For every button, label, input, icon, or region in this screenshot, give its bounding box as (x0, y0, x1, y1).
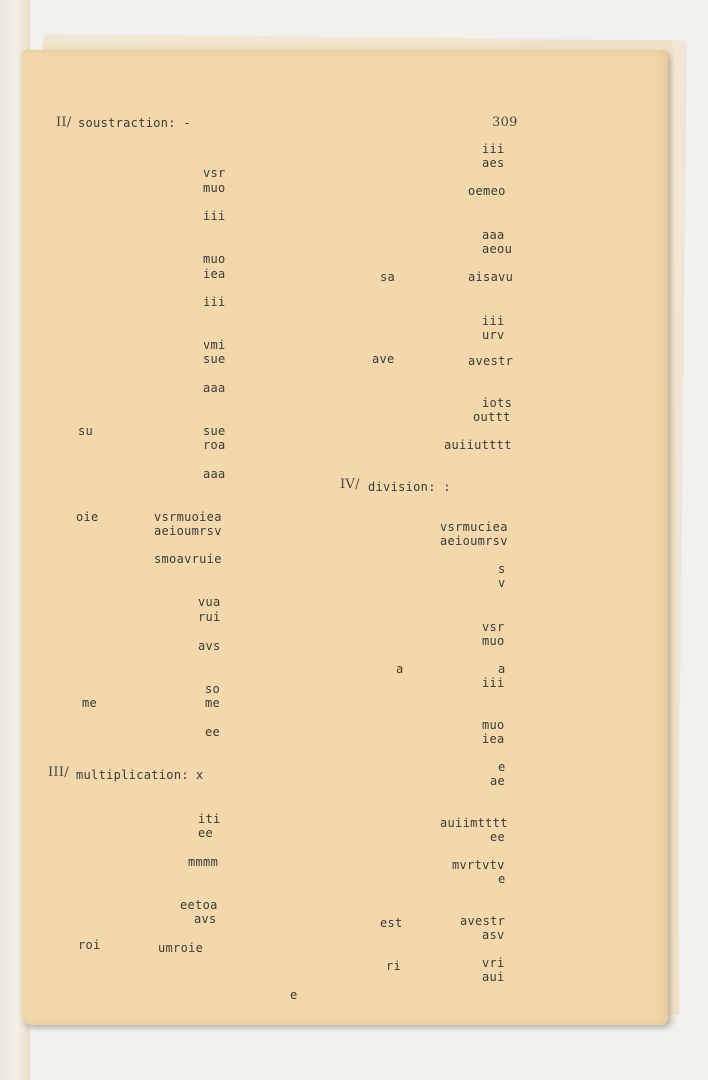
operation-margin-label: me (82, 696, 98, 710)
operation-line: auiiutttt (444, 438, 512, 452)
operation-line: ee (490, 830, 506, 844)
operation-line: me (205, 696, 221, 710)
operation-line: umroie (158, 941, 204, 955)
operation-line: iii (203, 295, 226, 309)
operation-line: ee (198, 826, 214, 840)
operation-line: eetoa (180, 898, 218, 912)
operation-line: iti (198, 812, 221, 826)
operation-line: iea (203, 267, 226, 281)
operation-line: sue (203, 352, 226, 366)
operation-line: s (498, 562, 506, 576)
section-heading: division: : (368, 480, 451, 494)
operation-line: iii (482, 676, 505, 690)
section-number: III/ (48, 765, 69, 780)
operation-line: avs (198, 639, 221, 653)
operation-line: aeou (482, 242, 513, 256)
operation-line: mmmm (188, 855, 219, 869)
operation-margin-label: sa (380, 270, 396, 284)
operation-line: urv (482, 328, 505, 342)
operation-line: muo (482, 718, 505, 732)
operation-line: muo (482, 634, 505, 648)
operation-line: aisavu (468, 270, 514, 284)
operation-line: muo (203, 252, 226, 266)
operation-line: vsrmuoiea (154, 510, 222, 524)
operation-line: avestr (468, 354, 514, 368)
operation-line: roa (203, 438, 226, 452)
operation-line: iots (482, 396, 513, 410)
operation-line: vsr (482, 620, 505, 634)
operation-margin-label: ave (372, 352, 395, 366)
operation-line: iea (482, 732, 505, 746)
operation-line: vua (198, 595, 221, 609)
operation-line: asv (482, 928, 505, 942)
operation-margin-label: est (380, 916, 403, 930)
operation-line: aaa (203, 467, 226, 481)
section-heading: multiplication: (76, 768, 189, 782)
operation-line: aui (482, 970, 505, 984)
operation-line: iii (203, 209, 226, 223)
footer-letter: e (290, 988, 298, 1002)
operation-line: so (205, 682, 221, 696)
section-number: II/ (56, 115, 72, 130)
operation-line: aeioumrsv (154, 524, 222, 538)
section-number: IV/ (340, 477, 360, 492)
operation-line: oemeo (468, 184, 506, 198)
operation-line: aes (482, 156, 505, 170)
section-heading: soustraction: - (78, 116, 191, 130)
operation-margin-label: roi (78, 938, 101, 952)
operation-line: e (498, 872, 506, 886)
operation-margin-label: a (396, 662, 404, 676)
operation-line: vri (482, 956, 505, 970)
operation-line: iii (482, 142, 505, 156)
typed-page (22, 50, 668, 1025)
operation-line: sue (203, 424, 226, 438)
operation-line: rui (198, 610, 221, 624)
operation-margin-label: oie (76, 510, 99, 524)
multiplication-sign: x (196, 768, 204, 782)
operation-line: avestr (460, 914, 506, 928)
page-number: 309 (492, 115, 518, 130)
operation-margin-label: su (78, 424, 94, 438)
operation-line: aaa (203, 381, 226, 395)
operation-line: vmi (203, 338, 226, 352)
operation-line: v (498, 576, 506, 590)
operation-line: auiimtttt (440, 816, 508, 830)
operation-line: ae (490, 774, 506, 788)
operation-line: a (498, 662, 506, 676)
operation-line: smoavruie (154, 552, 222, 566)
operation-margin-label: ri (386, 959, 402, 973)
operation-line: aaa (482, 228, 505, 242)
operation-line: vsr (203, 166, 226, 180)
operation-line: muo (203, 181, 226, 195)
operation-line: e (498, 760, 506, 774)
operation-line: avs (194, 912, 217, 926)
operation-line: mvrtvtv (452, 858, 505, 872)
operation-line: outtt (473, 410, 511, 424)
operation-line: aeioumrsv (440, 534, 508, 548)
operation-line: iii (482, 314, 505, 328)
operation-line: vsrmuciea (440, 520, 508, 534)
operation-line: ee (205, 725, 221, 739)
